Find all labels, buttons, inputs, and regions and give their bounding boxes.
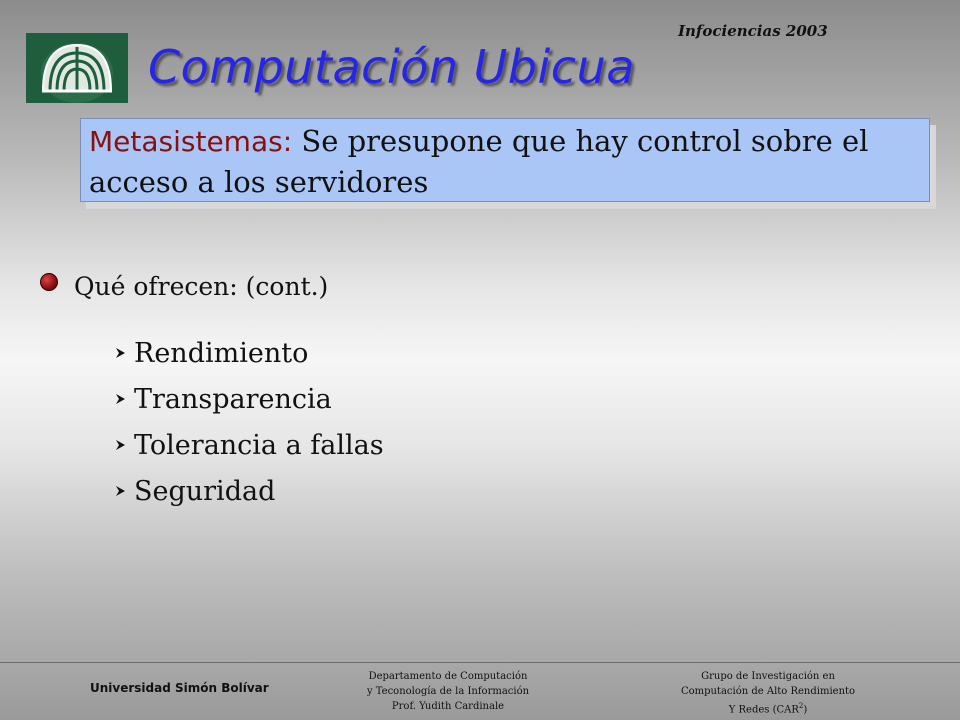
round-bullet-icon (40, 273, 58, 291)
arrow-bullet-icon (114, 484, 128, 498)
callout-text: Se presupone que hay control sobre el acceso a los servidores (89, 124, 869, 199)
slide-title: Computación Ubicua (148, 40, 635, 94)
list-item-label: Transparencia (134, 383, 332, 415)
footer-group-line: Computación de Alto Rendimiento (680, 686, 856, 697)
section-heading (40, 272, 328, 301)
list-item-label: Rendimiento (134, 337, 309, 369)
footer-group-line (668, 699, 868, 717)
footer-university: Universidad Simón Bolívar (90, 681, 269, 695)
footer-department-line: Prof. Yudith Cardinale (391, 701, 505, 712)
footer-group-line: Grupo de Investigación en (701, 671, 835, 682)
list-item (114, 330, 384, 376)
footer-department-line: Departamento de Computación (368, 671, 528, 682)
arrow-bullet-icon (114, 392, 128, 406)
footer-group-sup: 2 (798, 702, 804, 710)
footer-group (668, 669, 868, 717)
section-heading-text: Qué ofrecen: (cont.) (74, 272, 329, 301)
list-item (114, 422, 384, 468)
footer-department-line: y Teconología de la Información (366, 686, 530, 697)
university-logo-icon (26, 33, 128, 103)
footer-department (338, 669, 558, 714)
feature-list (114, 330, 384, 514)
list-item-label: Tolerancia a fallas (134, 429, 384, 461)
list-item-label: Seguridad (134, 475, 276, 507)
arrow-bullet-icon (114, 438, 128, 452)
footer-group-text: Y Redes (CAR (728, 704, 799, 716)
conference-label: Infociencias 2003 (678, 22, 828, 40)
list-item (114, 376, 384, 422)
definition-callout (80, 118, 930, 202)
footer-divider (0, 662, 960, 663)
arrow-bullet-icon (114, 346, 128, 360)
footer-group-suffix: ) (803, 704, 808, 716)
list-item (114, 468, 384, 514)
callout-term: Metasistemas: (89, 125, 293, 158)
